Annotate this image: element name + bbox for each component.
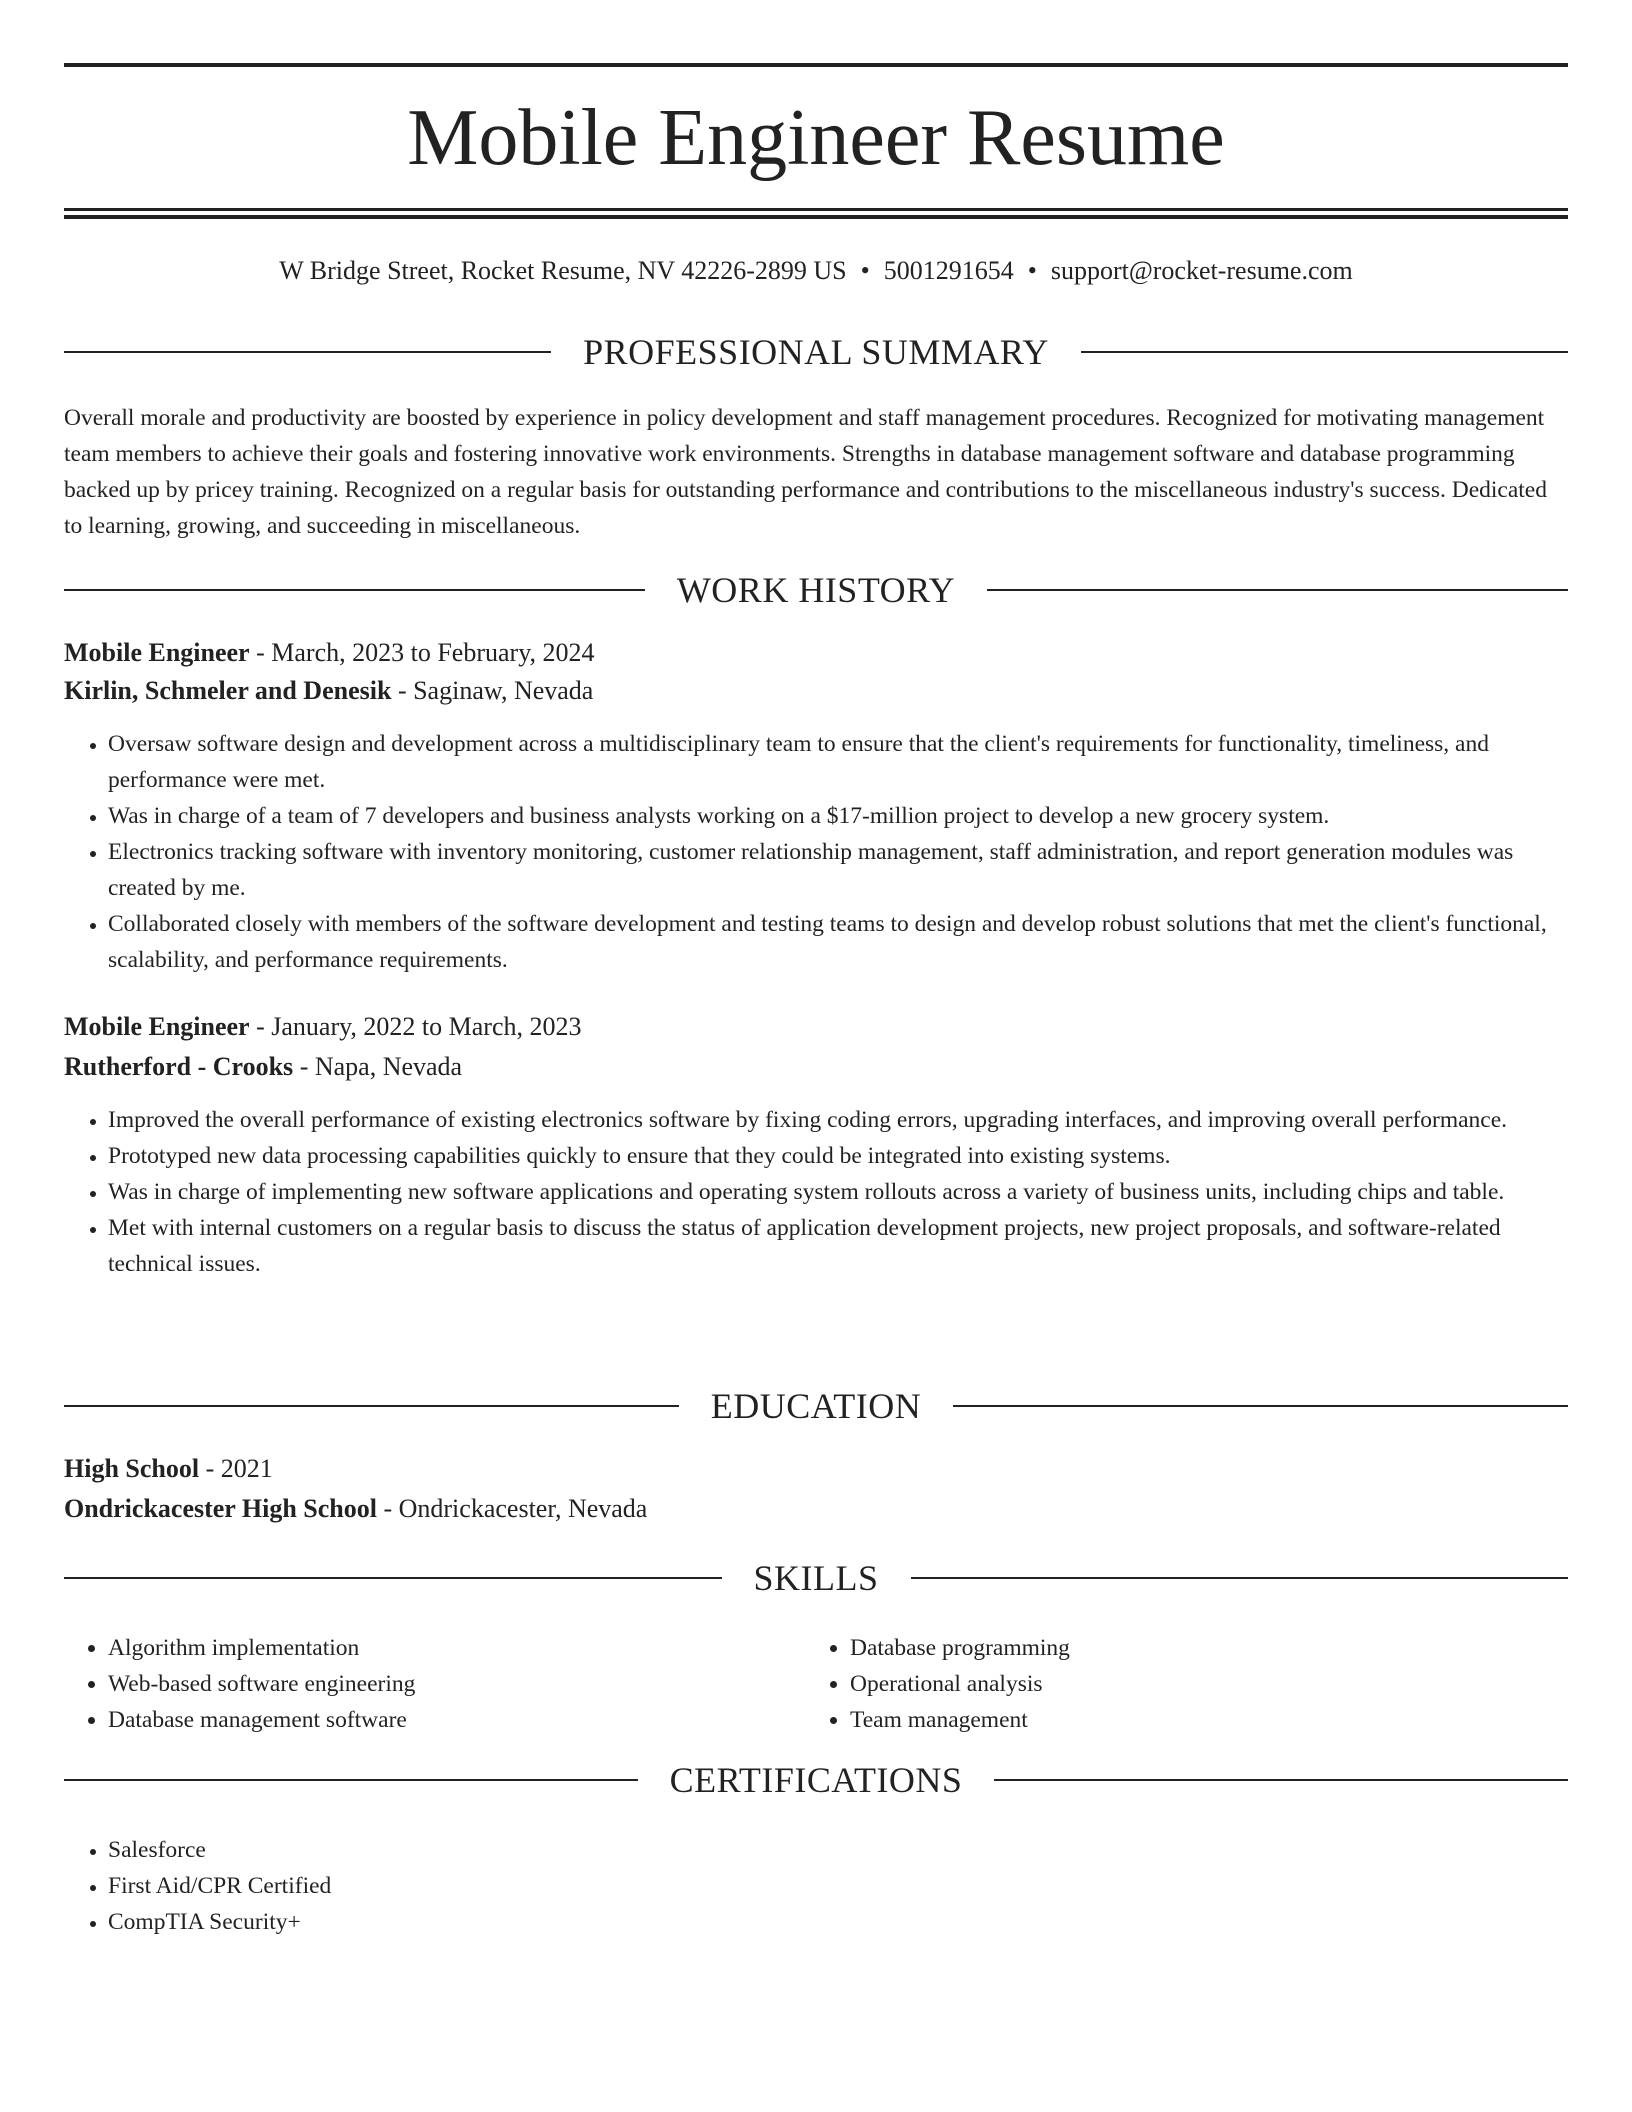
job-title-line: [64, 1010, 1568, 1044]
job-company: Kirlin, Schmeler and Denesik: [64, 676, 392, 705]
list-item: • Salesforce: [108, 1832, 1568, 1868]
contact-separator: •: [1027, 256, 1037, 285]
job-title-line: [64, 636, 1568, 670]
section-rule: [911, 1577, 1569, 1579]
section-rule: [987, 589, 1568, 591]
job-dates: - January, 2022 to March, 2023: [249, 1012, 582, 1041]
list-item: • Was in charge of implementing new software applications and operating system rollouts across a variety of business units, including chips and table.: [108, 1174, 1568, 1210]
job-title: Mobile Engineer: [64, 1012, 250, 1041]
job-company: Rutherford - Crooks: [64, 1052, 294, 1081]
list-item: • Operational analysis: [850, 1666, 1550, 1702]
skills-list-right: [806, 1630, 1550, 1738]
list-item: • Algorithm implementation: [108, 1630, 808, 1666]
list-item: • Team management: [850, 1702, 1550, 1738]
contact-phone: 5001291654: [883, 256, 1014, 285]
education-location: - Ondrickacester, Nevada: [376, 1494, 648, 1523]
list-item: • Database programming: [850, 1630, 1550, 1666]
list-item: • Met with internal customers on a regular basis to discuss the status of application development projects, new project proposals, and software-related technical issues.: [108, 1210, 1568, 1282]
list-item: • Electronics tracking software with inventory monitoring, customer relationship management, staff administration, and report generation modules was created by me.: [108, 834, 1568, 906]
job-dates: - March, 2023 to February, 2024: [249, 638, 595, 667]
section-rule: [953, 1405, 1568, 1407]
section-rule: [64, 351, 551, 353]
contact-address: W Bridge Street, Rocket Resume, NV 42226-2899 US: [279, 256, 847, 285]
section-header-certifications: [64, 1758, 1568, 1802]
job-bullet-list: [64, 726, 1568, 978]
contact-email: support@rocket-resume.com: [1050, 256, 1353, 285]
section-title: EDUCATION: [710, 1386, 922, 1426]
education-degree: High School: [64, 1454, 200, 1483]
title-double-divider: [64, 208, 1568, 219]
education-year: - 2021: [199, 1454, 273, 1483]
job-location: - Napa, Nevada: [293, 1052, 463, 1081]
education-degree-line: [64, 1452, 1568, 1486]
contact-line: [64, 254, 1568, 288]
job-company-line: [64, 1050, 1568, 1084]
education-school-line: [64, 1492, 1568, 1526]
section-title: WORK HISTORY: [676, 570, 956, 610]
job-location: - Saginaw, Nevada: [391, 676, 594, 705]
section-rule: [1081, 351, 1568, 353]
list-item: • Improved the overall performance of existing electronics software by fixing coding errors, upgrading interfaces, and improving overall performance.: [108, 1102, 1568, 1138]
section-header-work-history: [64, 568, 1568, 612]
job-bullet-list: [64, 1102, 1568, 1282]
certifications-list: [64, 1832, 1568, 1940]
list-item: • First Aid/CPR Certified: [108, 1868, 1568, 1904]
list-item: • Collaborated closely with members of the software development and testing teams to design and develop robust solutions that met the client's functional, scalability, and performance requirements.: [108, 906, 1568, 978]
section-rule: [64, 589, 645, 591]
section-rule: [64, 1577, 722, 1579]
section-header-summary: [64, 330, 1568, 374]
summary-paragraph: Overall morale and productivity are boosted by experience in policy development and staff management procedures. Recognized for motivating management team members to achieve their goals and fostering innovative work environments. Strengths in database management software and database programming backed up by pricey training. Recognized on a regular basis for outstanding performance and contributions to the miscellaneous industry's success. Dedicated to learning, growing, and succeeding in miscellaneous.: [64, 405, 1547, 539]
list-item: • Oversaw software design and development across a multidisciplinary team to ensure that the client's requirements for functionality, timeliness, and performance were met.: [108, 726, 1568, 798]
section-title: CERTIFICATIONS: [669, 1760, 963, 1800]
section-title: PROFESSIONAL SUMMARY: [583, 332, 1049, 372]
section-header-education: [64, 1384, 1568, 1428]
section-rule: [64, 1779, 638, 1781]
list-item: • CompTIA Security+: [108, 1904, 1568, 1940]
section-rule: [994, 1779, 1568, 1781]
education-school: Ondrickacester High School: [64, 1494, 377, 1523]
job-title: Mobile Engineer: [64, 638, 250, 667]
skills-list-left: [64, 1630, 808, 1738]
section-title: SKILLS: [753, 1558, 879, 1598]
list-item: • Web-based software engineering: [108, 1666, 808, 1702]
job-company-line: [64, 674, 1568, 708]
section-rule: [64, 1405, 679, 1407]
section-header-skills: [64, 1556, 1568, 1600]
contact-separator: •: [860, 256, 870, 285]
list-item: • Prototyped new data processing capabilities quickly to ensure that they could be integrated into existing systems.: [108, 1138, 1568, 1174]
list-item: • Was in charge of a team of 7 developers and business analysts working on a $17-million project to develop a new grocery system.: [108, 798, 1568, 834]
list-item: • Database management software: [108, 1702, 808, 1738]
top-divider: [64, 63, 1568, 67]
resume-title: Mobile Engineer Resume: [407, 94, 1225, 182]
